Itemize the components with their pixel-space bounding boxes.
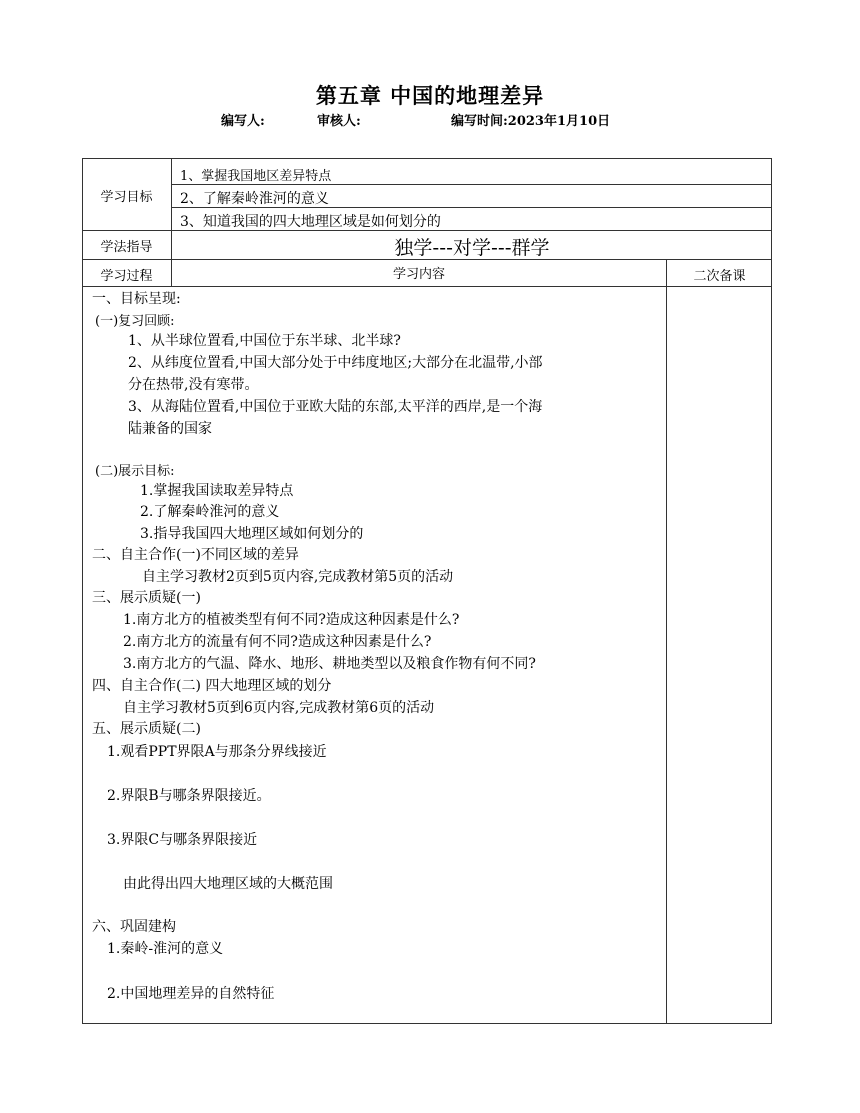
table-divider (82, 286, 772, 287)
question-item: 2.界限B与哪条界限接近。 (107, 788, 271, 804)
section-title: 四、自主合作(二) 四大地理区域的划分 (92, 678, 332, 694)
section-title: 六、巩固建构 (92, 919, 176, 935)
author-label: 编写人: (221, 114, 265, 129)
objectives-label: 学习目标 (100, 190, 153, 205)
review-item: 1、从半球位置看,中国位于东半球、北半球? (128, 333, 401, 349)
review-item: 2、从纬度位置看,中国大部分处于中纬度地区;大部分在北温带,小部 (128, 355, 543, 371)
section-title: 三、展示质疑(一) (92, 590, 201, 606)
section-title: 二、自主合作(一)不同区域的差异 (92, 547, 299, 563)
section-text: 自主学习教材2页到5页内容,完成教材第5页的活动 (142, 569, 454, 585)
review-item: 3、从海陆位置看,中国位于亚欧大陆的东部,太平洋的西岸,是一个海 (128, 399, 543, 415)
subsection-title: (一)复习回顾: (95, 314, 175, 329)
second-prep-label: 二次备课 (693, 269, 746, 284)
subsection-title: (二)展示目标: (95, 464, 175, 479)
question-item: 1.南方北方的植被类型有何不同?造成这种因素是什么? (123, 612, 460, 628)
method-label: 学法指导 (100, 240, 153, 255)
content-label: 学习内容 (392, 267, 445, 282)
process-label: 学习过程 (100, 269, 153, 284)
objective-item: 3、知道我国的四大地理区域是如何划分的 (180, 214, 441, 230)
goal-item: 3.指导我国四大地理区域如何划分的 (140, 526, 364, 542)
question-item: 3.界限C与哪条界限接近 (107, 832, 258, 848)
review-item: 分在热带,没有寒带。 (128, 377, 259, 393)
table-divider (666, 259, 667, 1024)
question-item: 2.中国地理差异的自然特征 (107, 986, 275, 1002)
goal-item: 1.掌握我国读取差异特点 (140, 483, 294, 499)
objective-item: 1、掌握我国地区差异特点 (180, 169, 332, 184)
page-title: 第五章 中国的地理差异 (315, 83, 545, 108)
reviewer-label: 审核人: (317, 114, 361, 129)
question-item: 3.南方北方的气温、降水、地形、耕地类型以及粮食作物有何不同? (123, 656, 536, 672)
table-divider (171, 184, 772, 185)
section-text: 由此得出四大地理区域的大概范围 (123, 876, 333, 892)
question-item: 2.南方北方的流量有何不同?造成这种因素是什么? (123, 634, 432, 650)
method-value: 独学---对学---群学 (394, 237, 550, 259)
question-item: 1.观看PPT界限A与那条分界线接近 (107, 744, 327, 760)
section-title: 五、展示质疑(二) (92, 721, 201, 737)
section-title: 一、目标呈现: (92, 291, 181, 307)
section-text: 自主学习教材5页到6页内容,完成教材第6页的活动 (123, 700, 435, 716)
question-item: 1.秦岭-淮河的意义 (107, 941, 224, 957)
objective-item: 2、了解秦岭淮河的意义 (180, 191, 329, 207)
review-item: 陆兼备的国家 (128, 421, 212, 437)
goal-item: 2.了解秦岭淮河的意义 (140, 504, 280, 520)
date-label: 编写时间:2023年1月10日 (451, 114, 611, 129)
